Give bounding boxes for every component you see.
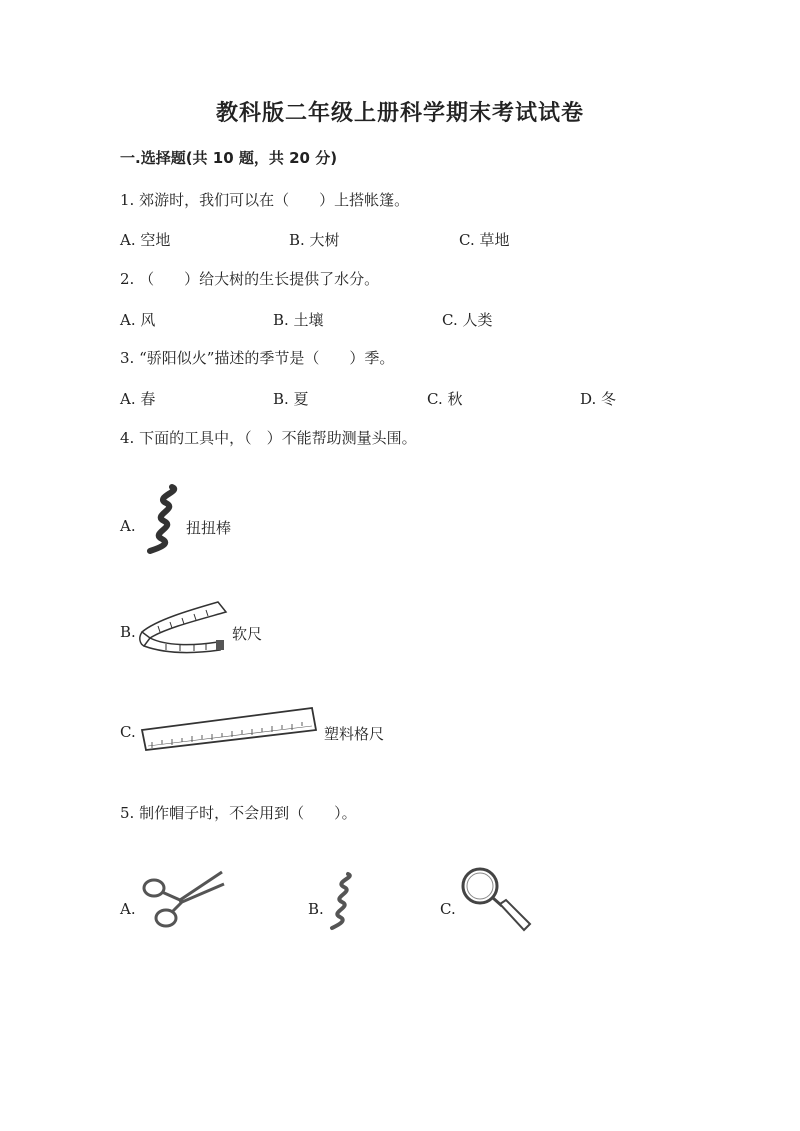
question-4-option-a-letter[interactable]: A.: [120, 517, 136, 535]
question-4-option-b-letter[interactable]: B.: [120, 623, 136, 641]
question-5-option-b-letter[interactable]: B.: [308, 900, 324, 918]
question-3-text: 3. “骄阳似火”描述的季节是（ ）季。: [120, 349, 395, 367]
question-1-text: 1. 郊游时，我们可以在（ ）上搭帐篷。: [120, 191, 410, 209]
question-1-option-a[interactable]: A. 空地: [120, 231, 171, 249]
question-1-option-b[interactable]: B. 大树: [289, 231, 340, 249]
question-4-text: 4. 下面的工具中，（ ）不能帮助测量头围。: [120, 429, 417, 447]
question-3-option-a[interactable]: A. 春: [120, 390, 156, 408]
question-5-option-a-letter[interactable]: A.: [120, 900, 136, 918]
question-2-option-b[interactable]: B. 土壤: [273, 311, 324, 329]
page-title: 教科版二年级上册科学期末考试试卷: [215, 101, 584, 126]
question-5-option-c-letter[interactable]: C.: [440, 900, 456, 918]
question-5-text: 5. 制作帽子时，不会用到（ ）。: [120, 804, 357, 822]
question-2-text: 2. （ ）给大树的生长提供了水分。: [120, 270, 380, 288]
scissors-icon: [140, 868, 226, 932]
question-4-option-a-label: 扭扭棒: [186, 519, 232, 537]
question-4-option-b-label: 软尺: [232, 625, 263, 643]
question-3-option-c[interactable]: C. 秋: [427, 390, 463, 408]
plastic-ruler-icon: [140, 704, 318, 752]
question-1-option-c[interactable]: C. 草地: [459, 231, 510, 249]
twist-stick-icon: [326, 870, 356, 932]
question-3-option-b[interactable]: B. 夏: [273, 390, 309, 408]
tape-measure-icon: [136, 598, 228, 654]
question-2-option-c[interactable]: C. 人类: [442, 311, 493, 329]
question-4-option-c-letter[interactable]: C.: [120, 723, 136, 741]
question-4-option-c-label: 塑料格尺: [324, 725, 385, 743]
question-3-option-d[interactable]: D. 冬: [580, 390, 617, 408]
section-heading: 一.选择题(共 10 题，共 20 分): [120, 149, 338, 167]
question-2-option-a[interactable]: A. 风: [120, 311, 156, 329]
magnifying-glass-icon: [458, 866, 534, 936]
twist-stick-icon: [142, 483, 182, 555]
